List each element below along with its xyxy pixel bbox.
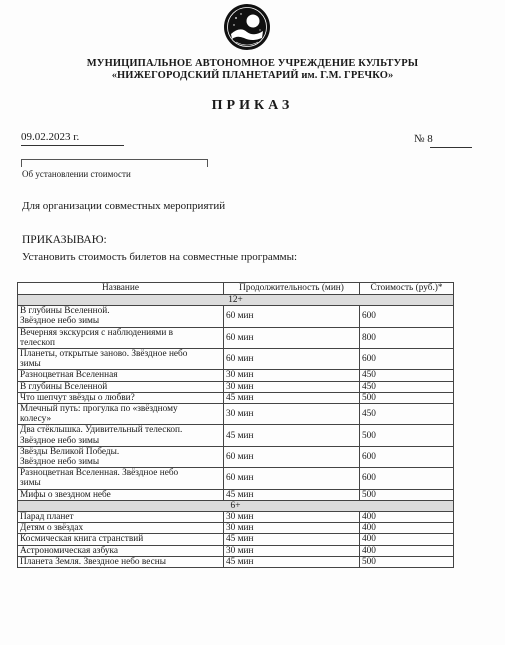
price-table (17, 282, 454, 568)
cost-cell: 800 (360, 327, 454, 348)
duration-cell: 60 мин (224, 349, 360, 370)
cost-cell: 500 (360, 556, 454, 567)
table-row (18, 512, 454, 523)
program-name-line: Вечерняя экскурсия с наблюдениями в (20, 327, 174, 338)
duration-cell: 60 мин (224, 327, 360, 348)
document-purpose: Для организации совместных мероприятий (22, 200, 226, 212)
table-row (18, 425, 454, 446)
table-row (18, 534, 454, 545)
program-name-cell (18, 446, 224, 467)
program-name-line: зимы (20, 359, 41, 370)
program-name-cell (18, 349, 224, 370)
program-name-line: Астрономическая азбука (20, 545, 118, 556)
duration-cell: 30 мин (224, 512, 360, 523)
duration-cell: 30 мин (224, 545, 360, 556)
program-name-line: В глубины Вселенной (20, 381, 108, 392)
age-group-row (18, 500, 454, 511)
cost-cell: 400 (360, 545, 454, 556)
cost-cell: 500 (360, 392, 454, 403)
table-row (18, 349, 454, 370)
program-name-line: Мифы о звездном небе (20, 489, 111, 500)
duration-cell: 60 мин (224, 446, 360, 467)
duration-cell: 45 мин (224, 392, 360, 403)
cost-cell: 400 (360, 512, 454, 523)
number-underline (430, 147, 472, 148)
program-name-cell (18, 306, 224, 327)
column-header-cost: Стоимость (руб.)* (360, 283, 454, 295)
program-name-line: Космическая книга странствий (20, 534, 144, 545)
column-header-duration: Продолжительность (мин) (224, 283, 360, 295)
org-name-line-2: «НИЖЕГОРОДСКИЙ ПЛАНЕТАРИЙ им. Г.М. ГРЕЧКО» (111, 70, 394, 81)
org-name-line-1: МУНИЦИПАЛЬНОЕ АВТОНОМНОЕ УЧРЕЖДЕНИЕ КУЛЬТУРЫ (86, 58, 419, 69)
order-word: ПРИКАЗЫВАЮ: (22, 234, 107, 246)
cost-cell: 450 (360, 404, 454, 425)
duration-cell: 45 мин (224, 556, 360, 567)
age-group-label: 6+ (18, 500, 454, 511)
cost-cell: 450 (360, 370, 454, 381)
program-name-cell (18, 381, 224, 392)
table-row (18, 370, 454, 381)
cost-cell: 600 (360, 468, 454, 489)
program-name-line: Звёздное небо зимы (20, 435, 100, 446)
program-name-cell (18, 392, 224, 403)
program-name-line: Планеты, открытые заново. Звёздное небо (20, 349, 188, 360)
document-number: № 8 (414, 133, 433, 145)
program-name-line: Детям о звёздах (20, 523, 84, 534)
program-name-line: Парад планет (20, 512, 74, 523)
cost-cell: 500 (360, 425, 454, 446)
table-row (18, 327, 454, 348)
table-row (18, 468, 454, 489)
document-subject: Об установлении стоимости (22, 169, 131, 179)
program-name-cell (18, 370, 224, 381)
program-name-line: зимы (20, 478, 41, 489)
duration-cell: 60 мин (224, 468, 360, 489)
date-underline (21, 145, 124, 146)
program-name-line: Млечный путь: прогулка по «звёздному (20, 404, 178, 415)
program-name-line: Разноцветная Вселенная. Звёздное небо (20, 468, 179, 479)
duration-cell: 30 мин (224, 381, 360, 392)
table-row (18, 523, 454, 534)
table-row (18, 545, 454, 556)
table-row (18, 392, 454, 403)
program-name-cell (18, 327, 224, 348)
table-row (18, 489, 454, 500)
program-name-line: Разноцветная Вселенная (20, 370, 118, 381)
program-name-cell (18, 404, 224, 425)
program-name-cell (18, 556, 224, 567)
program-name-cell (18, 468, 224, 489)
order-instruction: Установить стоимость билетов на совместные программы: (22, 251, 298, 263)
cost-cell: 400 (360, 523, 454, 534)
duration-cell: 30 мин (224, 404, 360, 425)
program-name-line: Два стёклышка. Удивительный телескоп. (20, 425, 183, 436)
cost-cell: 450 (360, 381, 454, 392)
table-row (18, 446, 454, 467)
program-name-line: Планета Земля. Звездное небо весны (20, 556, 166, 567)
duration-cell: 60 мин (224, 306, 360, 327)
age-group-row (18, 295, 454, 306)
program-name-line: В глубины Вселенной. (20, 306, 110, 317)
cost-cell: 600 (360, 349, 454, 370)
duration-cell: 45 мин (224, 534, 360, 545)
program-name-line: Звёздное небо зимы (20, 316, 100, 327)
program-name-cell (18, 523, 224, 534)
program-name-line: колесу» (20, 414, 52, 425)
cost-cell: 500 (360, 489, 454, 500)
program-name-line: телескоп (20, 337, 55, 348)
age-group-label: 12+ (18, 295, 454, 306)
program-name-cell (18, 425, 224, 446)
program-name-cell (18, 512, 224, 523)
cost-cell: 600 (360, 306, 454, 327)
planetarium-logo (222, 2, 272, 52)
table-row (18, 381, 454, 392)
table-row (18, 306, 454, 327)
table-row (18, 556, 454, 567)
document-title: ПРИКАЗ (211, 98, 294, 113)
duration-cell: 45 мин (224, 489, 360, 500)
program-name-cell (18, 489, 224, 500)
program-name-line: Звёзды Великой Победы. (20, 446, 120, 457)
column-header-name: Название (18, 283, 224, 295)
document-date: 09.02.2023 г. (21, 131, 80, 143)
cost-cell: 600 (360, 446, 454, 467)
table-row (18, 404, 454, 425)
duration-cell: 45 мин (224, 425, 360, 446)
subject-bracket (21, 159, 208, 167)
program-name-line: Что шепчут звёзды о любви? (20, 392, 135, 403)
program-name-line: Звёздное небо зимы (20, 457, 100, 468)
cost-cell: 400 (360, 534, 454, 545)
table-header-row (18, 283, 454, 295)
price-table-body (18, 295, 454, 568)
duration-cell: 30 мин (224, 523, 360, 534)
program-name-cell (18, 534, 224, 545)
program-name-cell (18, 545, 224, 556)
duration-cell: 30 мин (224, 370, 360, 381)
